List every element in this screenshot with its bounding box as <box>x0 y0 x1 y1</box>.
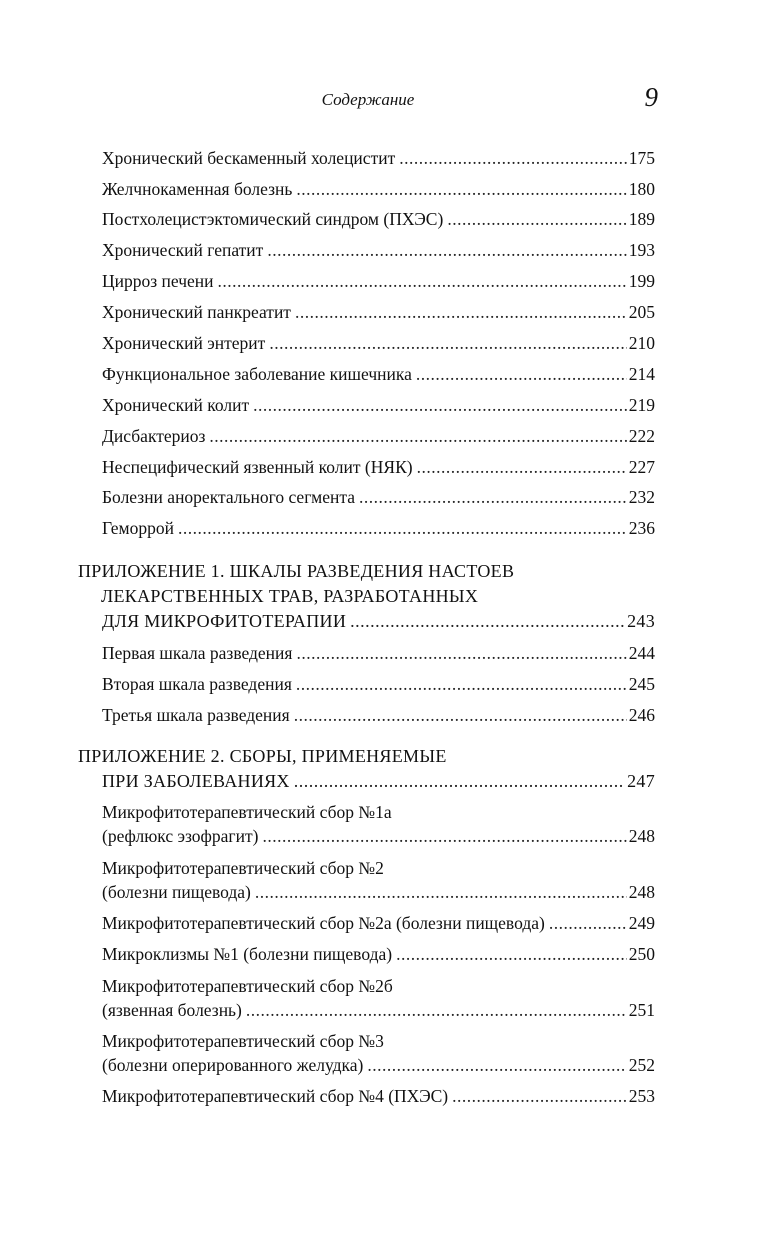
toc-entry-title: Микрофитотерапевтический сбор №1а <box>102 802 392 822</box>
toc-entry <box>0 1052 768 1078</box>
toc-entry-page: 245 <box>628 674 655 694</box>
toc-entry-page: 227 <box>628 457 655 477</box>
leader-dots <box>417 454 627 480</box>
leader-dots <box>209 423 626 449</box>
appendix-2-heading-line-1 <box>0 743 768 769</box>
appendix-1-title-end: ДЛЯ МИКРОФИТОТЕРАПИИ <box>102 611 347 631</box>
appendix-1-title-cont: ЛЕКАРСТВЕННЫХ ТРАВ, РАЗРАБОТАННЫХ <box>101 586 479 606</box>
toc-entry <box>0 910 768 936</box>
toc-entry <box>0 176 768 202</box>
toc-entry-page: 236 <box>628 518 655 538</box>
toc-entry-title: Микрофитотерапевтический сбор №2б <box>102 976 393 996</box>
appendix-1-heading-line-2 <box>0 583 768 609</box>
appendix-1-heading-line-3 <box>0 608 768 634</box>
toc-entry-page: 248 <box>628 826 655 846</box>
toc-entry <box>0 330 768 356</box>
toc-entry-page: 252 <box>628 1055 655 1075</box>
appendix-2-heading-line-2 <box>0 768 768 794</box>
toc-entry-title: Первая шкала разведения <box>102 643 293 663</box>
toc-entry-page: 210 <box>628 333 655 353</box>
leader-dots <box>399 145 627 171</box>
toc-entry-title: Постхолецистэктомический синдром (ПХЭС) <box>102 209 444 229</box>
toc-entry-title: Функциональное заболевание кишечника <box>102 364 412 384</box>
toc-entry <box>0 361 768 387</box>
toc-entry-title: Микроклизмы №1 (болезни пищевода) <box>102 944 393 964</box>
toc-entry <box>0 1083 768 1109</box>
toc-entry <box>0 145 768 171</box>
toc-entry-page: 250 <box>628 944 655 964</box>
appendix-2-title: ПРИЛОЖЕНИЕ 2. СБОРЫ, ПРИМЕНЯЕМЫЕ <box>78 746 447 766</box>
leader-dots <box>296 671 627 697</box>
toc-entry <box>0 702 768 728</box>
toc-entry-title: Болезни аноректального сегмента <box>102 487 355 507</box>
toc-entry-page: 246 <box>628 705 655 725</box>
leader-dots <box>267 237 626 263</box>
toc-entry-title-cont: (болезни оперированного желудка) <box>102 1055 364 1075</box>
toc-entry-title: Хронический гепатит <box>102 240 264 260</box>
toc-entry-title: Хронический панкреатит <box>102 302 291 322</box>
toc-entry-page: 219 <box>628 395 655 415</box>
toc-entry-title-cont: (язвенная болезнь) <box>102 1000 242 1020</box>
toc-entry-page: 243 <box>627 611 655 631</box>
toc-entry-title: Вторая шкала разведения <box>102 674 292 694</box>
leader-dots <box>294 702 627 728</box>
toc-entry-page: 253 <box>628 1086 655 1106</box>
leader-dots <box>396 941 627 967</box>
running-head <box>0 82 768 116</box>
leader-dots <box>255 879 627 905</box>
toc-entry-line-1 <box>0 973 768 999</box>
toc-entry <box>0 997 768 1023</box>
toc-entry-line-1 <box>0 799 768 825</box>
toc-entry-page: 214 <box>628 364 655 384</box>
toc-entry <box>0 484 768 510</box>
toc-entry-line-1 <box>0 1028 768 1054</box>
page-number: 9 <box>644 82 658 112</box>
leader-dots <box>295 299 627 325</box>
toc-entry <box>0 423 768 449</box>
toc-entry-page: 251 <box>628 1000 655 1020</box>
toc-entry-page: 222 <box>628 426 655 446</box>
running-title: Содержание <box>321 90 415 109</box>
toc-entry <box>0 299 768 325</box>
toc-entry-title: Микрофитотерапевтический сбор №2 <box>102 858 384 878</box>
leader-dots <box>367 1052 626 1078</box>
leader-dots <box>296 176 626 202</box>
leader-dots <box>549 910 627 936</box>
toc-entry-title: Микрофитотерапевтический сбор №4 (ПХЭС) <box>102 1086 449 1106</box>
toc-entry-page: 193 <box>628 240 655 260</box>
leader-dots <box>269 330 626 356</box>
toc-entry-title: Микрофитотерапевтический сбор №2а (болезни пищевода) <box>102 913 545 933</box>
toc-entry-page: 248 <box>628 882 655 902</box>
toc-entry <box>0 879 768 905</box>
toc-entry <box>0 454 768 480</box>
toc-entry-page: 244 <box>628 643 655 663</box>
toc-entry-title: Желчнокаменная болезнь <box>102 179 293 199</box>
leader-dots <box>447 206 626 232</box>
toc-entry-page: 205 <box>628 302 655 322</box>
toc-entry-title: Дисбактериоз <box>102 426 206 446</box>
leader-dots <box>452 1083 627 1109</box>
toc-entry-title-cont: (рефлюкс эзофрагит) <box>102 826 259 846</box>
leader-dots <box>296 640 626 666</box>
toc-entry <box>0 941 768 967</box>
toc-entry <box>0 206 768 232</box>
toc-entry-line-1 <box>0 855 768 881</box>
toc-entry-page: 189 <box>628 209 655 229</box>
leader-dots <box>350 608 625 634</box>
toc-entry-page: 180 <box>628 179 655 199</box>
toc-entry-title: Хронический бескаменный холецистит <box>102 148 396 168</box>
toc-entry-page: 232 <box>628 487 655 507</box>
toc-entry-page: 247 <box>627 771 655 791</box>
leader-dots <box>178 515 627 541</box>
toc-entry-title: Хронический колит <box>102 395 250 415</box>
toc-entry-page: 175 <box>628 148 655 168</box>
toc-entry <box>0 823 768 849</box>
toc-entry-title: Цирроз печени <box>102 271 214 291</box>
leader-dots <box>253 392 627 418</box>
toc-entry <box>0 392 768 418</box>
toc-entry-title: Геморрой <box>102 518 174 538</box>
appendix-1-heading-line-1 <box>0 558 768 584</box>
leader-dots <box>359 484 627 510</box>
toc-entry-title: Неспецифический язвенный колит (НЯК) <box>102 457 413 477</box>
toc-entry <box>0 640 768 666</box>
toc-entry <box>0 237 768 263</box>
toc-entry-title: Третья шкала разведения <box>102 705 290 725</box>
toc-entry-page: 199 <box>628 271 655 291</box>
leader-dots <box>294 768 625 794</box>
appendix-2-title-end: ПРИ ЗАБОЛЕВАНИЯХ <box>102 771 290 791</box>
toc-entry <box>0 515 768 541</box>
toc-entry-title: Микрофитотерапевтический сбор №3 <box>102 1031 384 1051</box>
toc-entry-title: Хронический энтерит <box>102 333 266 353</box>
toc-entry <box>0 671 768 697</box>
appendix-1-title: ПРИЛОЖЕНИЕ 1. ШКАЛЫ РАЗВЕДЕНИЯ НАСТОЕВ <box>78 561 515 581</box>
toc-entry-title-cont: (болезни пищевода) <box>102 882 251 902</box>
leader-dots <box>416 361 627 387</box>
leader-dots <box>262 823 626 849</box>
toc-entry-page: 249 <box>628 913 655 933</box>
toc-entry <box>0 268 768 294</box>
leader-dots <box>246 997 627 1023</box>
leader-dots <box>218 268 627 294</box>
